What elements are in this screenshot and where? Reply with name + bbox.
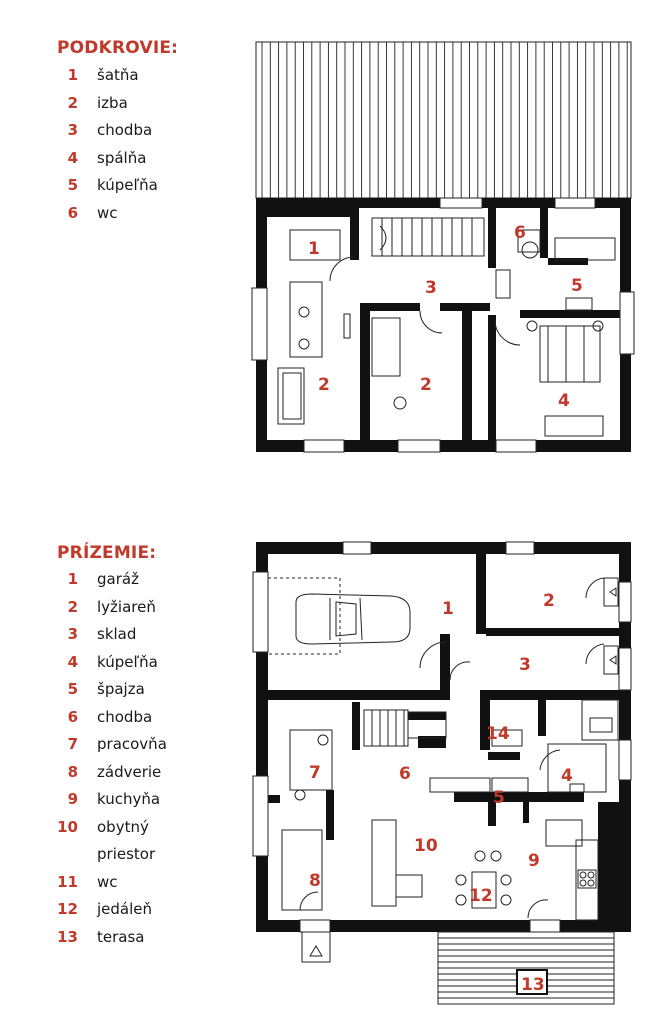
legend-label: wc — [97, 203, 118, 222]
legend-label: izba — [97, 93, 128, 112]
room-number: 5 — [571, 276, 583, 296]
legend-number: 13 — [57, 927, 78, 946]
room-number: 1 — [308, 239, 320, 259]
roof-hatch — [256, 42, 631, 198]
legend-number: 8 — [67, 762, 78, 781]
room-number: 12 — [469, 886, 493, 906]
room-number: 14 — [486, 724, 510, 744]
legend-label: šatňa — [97, 66, 139, 84]
legend-number: 1 — [67, 66, 78, 84]
legend-number: 6 — [67, 707, 78, 726]
legend-label: garáž — [97, 570, 139, 588]
room-number: 3 — [519, 655, 531, 675]
room-number: 5 — [493, 788, 505, 808]
upper-stairs — [372, 218, 484, 256]
legend-label: jedáleň — [97, 900, 153, 918]
legend-label: chodba — [97, 707, 153, 726]
room-number: 4 — [561, 766, 573, 786]
legend-label: chodba — [97, 121, 153, 139]
ground-floor-title: PRÍZEMIE: — [57, 543, 157, 563]
legend-label: kúpeľňa — [97, 652, 158, 671]
legend-label: špajza — [97, 680, 145, 698]
legend-label: spálňa — [97, 148, 147, 167]
legend-label: obytný — [97, 817, 149, 836]
legend-number: 7 — [67, 735, 78, 753]
legend-number: 2 — [67, 93, 78, 112]
legend-label: terasa — [97, 927, 145, 946]
legend-number: 4 — [67, 148, 78, 167]
room-number: 9 — [528, 851, 540, 871]
legend-number: 1 — [67, 570, 78, 588]
legend-label: kuchyňa — [97, 790, 161, 808]
legend-label: pracovňa — [97, 735, 167, 753]
legend-number: 2 — [67, 597, 78, 616]
legend-number: 9 — [67, 790, 78, 808]
room-number: 1 — [442, 599, 454, 619]
room-number: 2 — [420, 375, 432, 395]
legend-number: 5 — [67, 176, 78, 194]
legend-number: 5 — [67, 680, 78, 698]
legend-number: 4 — [67, 652, 78, 671]
car-icon — [268, 578, 410, 654]
legend-label-line2: priestor — [97, 844, 156, 863]
legend-number: 11 — [57, 872, 78, 891]
room-number: 8 — [309, 871, 321, 891]
room-number: 7 — [309, 763, 321, 783]
room-number: 13 — [521, 975, 545, 995]
upper-floor-plan — [0, 0, 658, 470]
room-number: 4 — [558, 391, 570, 411]
ground-floor-plan — [0, 530, 658, 1010]
upper-walls — [256, 198, 631, 452]
legend-number: 3 — [67, 121, 78, 139]
legend-label: zádverie — [97, 762, 162, 781]
room-number: 6 — [399, 764, 411, 784]
room-number: 10 — [414, 836, 438, 856]
upper-windows — [252, 198, 634, 452]
room-number: 6 — [514, 223, 526, 243]
room-number: 2 — [318, 375, 330, 395]
room-number: 2 — [543, 591, 555, 611]
legend-number: 3 — [67, 625, 78, 643]
legend-label: lyžiareň — [97, 597, 156, 616]
room-number: 3 — [425, 278, 437, 298]
legend-number: 10 — [57, 817, 78, 836]
legend-number: 6 — [67, 203, 78, 222]
legend-label: wc — [97, 872, 118, 891]
legend-label: sklad — [97, 625, 137, 643]
upper-floor-title: PODKROVIE: — [57, 38, 179, 58]
legend-label: kúpeľňa — [97, 176, 158, 194]
legend-number: 12 — [57, 900, 78, 918]
